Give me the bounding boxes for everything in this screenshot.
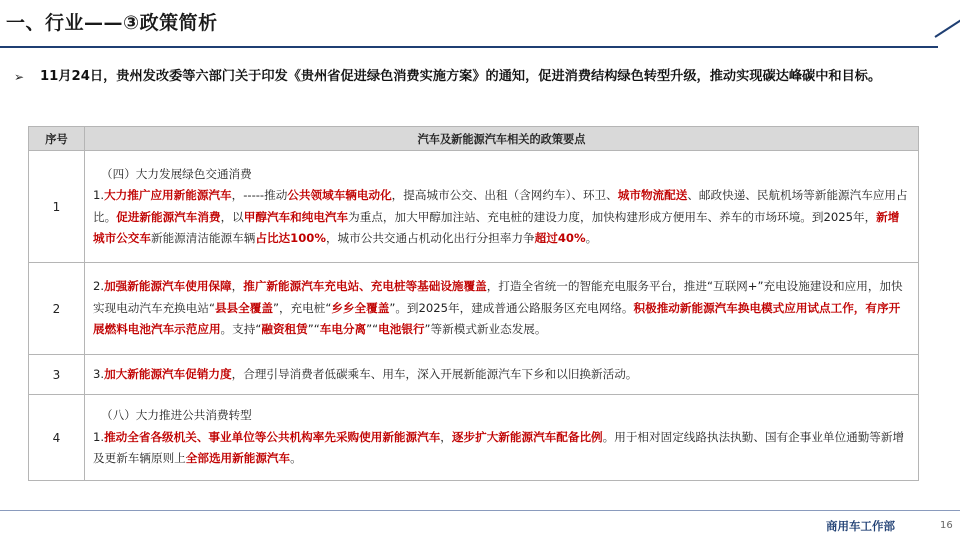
highlight-text: 城市物流配送 <box>617 188 688 203</box>
page-number: 16 <box>940 520 953 531</box>
policy-table <box>28 126 919 481</box>
row-number: 2 <box>29 263 85 355</box>
footer-department: 商用车工作部 <box>826 519 895 533</box>
highlight-text: 乡乡全覆盖 <box>331 300 390 315</box>
row-content <box>85 151 919 263</box>
table-row <box>29 355 919 395</box>
section-heading: （八）大力推进公共消费转型 <box>101 408 252 423</box>
highlight-text: 甲醇汽车和纯电汽车 <box>243 209 349 224</box>
body-text: 2. <box>93 279 105 294</box>
highlight-text: 全部选用新能源汽车 <box>185 451 291 466</box>
policy-paragraph <box>93 364 910 385</box>
highlight-text: 推广新能源汽车充电站、充电桩等基础设施覆盖 <box>243 279 487 294</box>
body-text: ”，充电桩“ <box>272 300 332 315</box>
highlight-text: 占比达100% <box>255 230 326 245</box>
body-text: ，合理引导消费者低碳乘车、用车，深入开展新能源汽车下乡和以旧换新活动。 <box>231 366 638 381</box>
section-heading: （四）大力发展绿色交通消费 <box>101 166 252 181</box>
body-text: ， <box>231 279 244 294</box>
table-body <box>29 151 919 481</box>
title-underline-accent <box>934 18 960 38</box>
highlight-text: 县县全覆盖 <box>214 300 273 315</box>
policy-paragraph <box>93 427 910 470</box>
row-number: 4 <box>29 395 85 481</box>
body-text: ，-----推动 <box>231 188 288 203</box>
highlight-text: 融资租赁 <box>261 322 308 337</box>
body-text: 3. <box>93 366 105 381</box>
body-text: ”“ <box>366 322 379 337</box>
highlight-text: 大力推广应用新能源汽车 <box>104 188 232 203</box>
highlight-text: 超过40% <box>534 230 586 245</box>
row-number: 1 <box>29 151 85 263</box>
bullet-arrow-icon: ➢ <box>14 70 25 84</box>
body-text: ，打造全省统一的智能充电服务平台，推进“互联网+”充电设施建设和应用，加快实现电动汽车充换电站“ <box>93 279 903 315</box>
highlight-text: 公共领域车辆电动化 <box>287 188 392 203</box>
title-underline <box>0 46 938 48</box>
row-content <box>85 263 919 355</box>
row-content <box>85 395 919 481</box>
body-text: 新能源清洁能源车辆 <box>150 230 256 245</box>
header-number: 序号 <box>29 127 85 151</box>
body-text: 为重点，加大甲醇加注站、充电桩的建设力度，加快构建形成方便用车、养车的市场环境。到2025年， <box>348 209 877 224</box>
highlight-text: 推动全省各级机关、事业单位等公共机构率先采购使用新能源汽车 <box>104 429 441 444</box>
highlight-text: 电池银行 <box>378 322 425 337</box>
header-policy-points: 汽车及新能源汽车相关的政策要点 <box>85 127 919 151</box>
body-text: 。 <box>290 451 302 466</box>
body-text: ”“ <box>307 322 320 337</box>
highlight-text: 加强新能源汽车使用保障 <box>104 279 232 294</box>
highlight-text: 积极推动新能源汽车换电模式应用试点工作，有序开展燃料电池汽车示范应用 <box>93 300 901 337</box>
body-text: ，提高城市公交、出租（含网约车）、环卫、 <box>391 188 618 203</box>
highlight-text: 车电分离 <box>319 322 367 337</box>
page-title: 一、行业——③政策简析 <box>6 12 218 34</box>
policy-paragraph <box>93 276 910 340</box>
body-text: 、邮政快递、民航机场等新能源汽车应用占比。 <box>93 188 908 224</box>
body-text: ，城市公共交通占机动化出行分担率力争 <box>325 230 535 245</box>
body-text: 1. <box>93 429 105 444</box>
row-number: 3 <box>29 355 85 395</box>
table-row <box>29 263 919 355</box>
table-row <box>29 151 919 263</box>
table-header-row <box>29 127 919 151</box>
body-text: ， <box>440 429 452 444</box>
intro-bullet <box>14 66 924 88</box>
body-text: ，以 <box>220 209 244 224</box>
policy-paragraph <box>93 185 910 249</box>
body-text: 。支持“ <box>220 322 262 337</box>
body-text: 1. <box>93 188 105 203</box>
row-content <box>85 355 919 395</box>
highlight-text: 新增城市公交车 <box>93 209 900 245</box>
highlight-text: 促进新能源汽车消费 <box>116 209 221 224</box>
intro-text: 11月24日，贵州发改委等六部门关于印发《贵州省促进绿色消费实施方案》的通知，促进消费结构绿色转型升级，推动实现碳达峰碳中和目标。 <box>40 69 882 84</box>
footer-divider <box>0 510 960 511</box>
highlight-text: 逐步扩大新能源汽车配备比例 <box>451 429 603 444</box>
table-row <box>29 395 919 481</box>
highlight-text: 加大新能源汽车促销力度 <box>104 366 232 381</box>
body-text: 。用于相对固定线路执法执勤、国有企事业单位通勤等新增及更新车辆原则上 <box>93 429 905 466</box>
body-text: ”等新模式新业态发展。 <box>424 322 547 337</box>
body-text: ”。到2025年，建成普通公路服务区充电网络。 <box>389 300 634 315</box>
body-text: 。 <box>585 230 598 245</box>
